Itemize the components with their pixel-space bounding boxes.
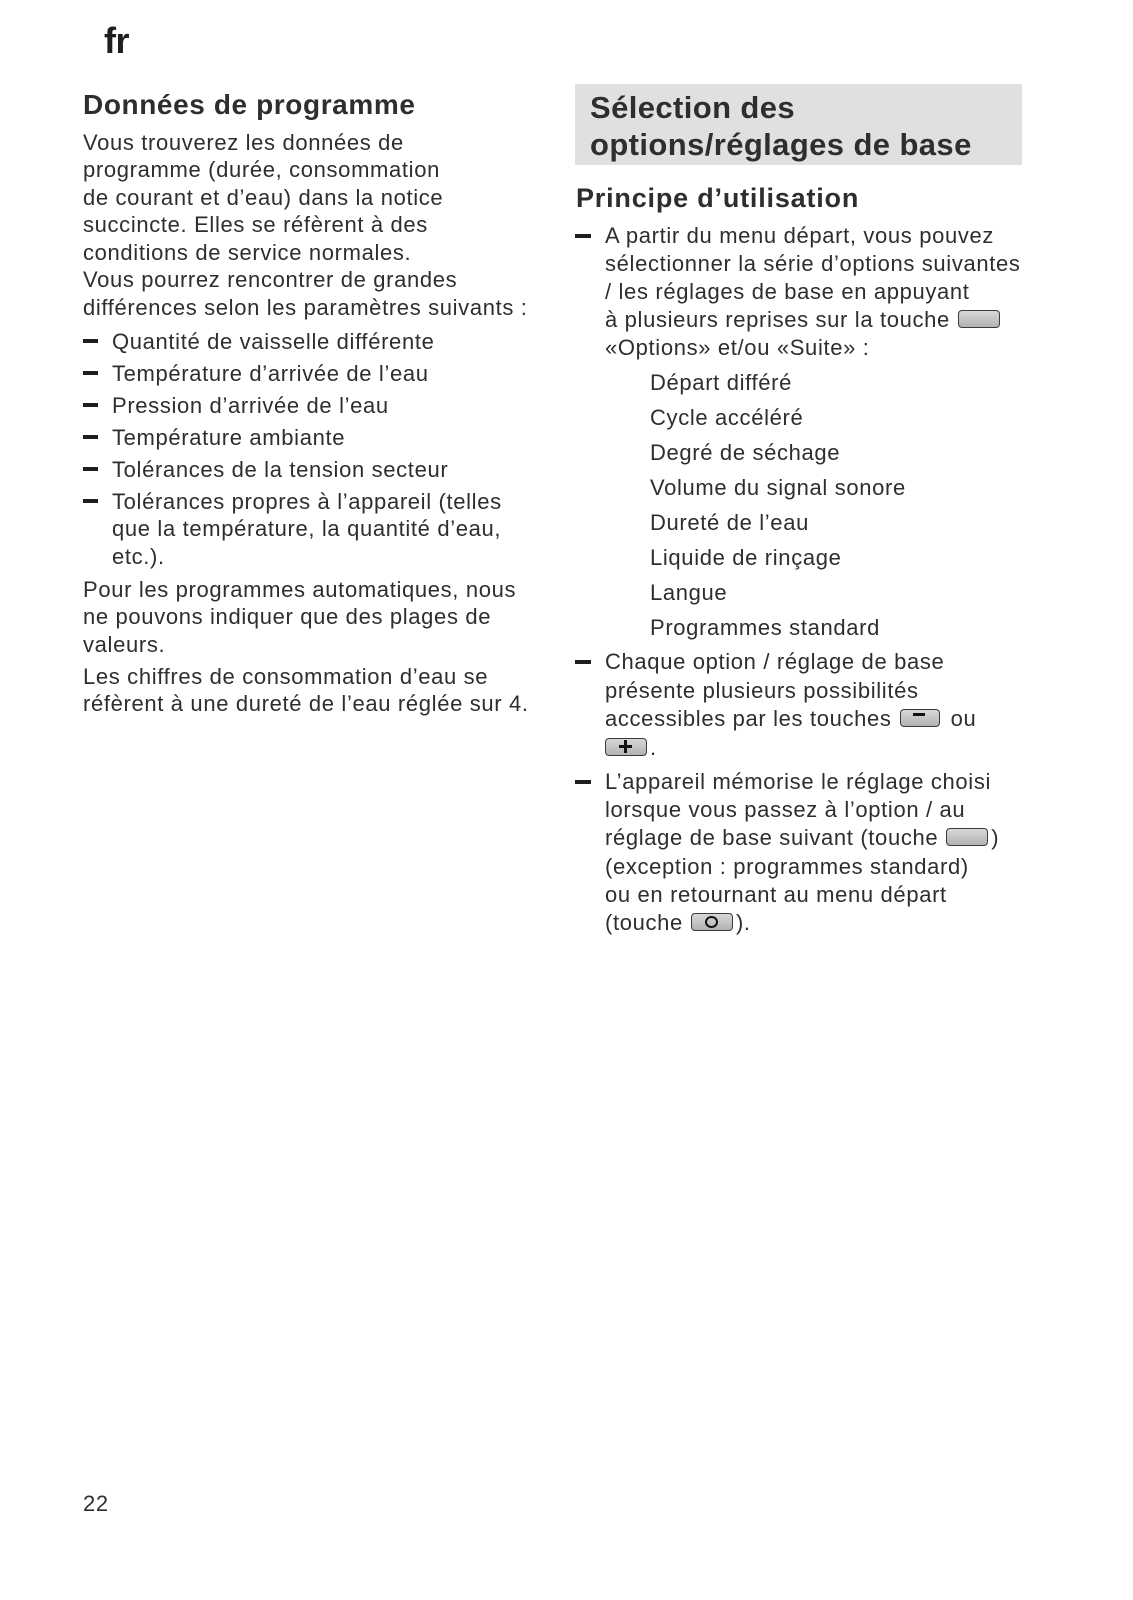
text-line: Les chiffres de consommation d’eau se <box>83 663 489 689</box>
subheading: Principe d’utilisation <box>576 183 860 213</box>
bullet-dash <box>575 780 591 784</box>
text-line: différences selon les paramètres suivants : <box>83 294 528 320</box>
option-item: Liquide de rinçage <box>650 545 842 570</box>
text-line: Vous trouverez les données de <box>83 129 404 155</box>
text-line: L’appareil mémorise le réglage choisi <box>605 769 992 794</box>
text-line: Chaque option / réglage de base <box>605 649 945 674</box>
text-segment: accessibles par les touches <box>605 706 892 731</box>
language-tag: fr <box>104 20 129 61</box>
options-list <box>650 365 906 645</box>
text-segment: (touche <box>605 910 683 936</box>
text-line: Pour les programmes automatiques, nous <box>83 576 517 602</box>
factor-item <box>83 488 502 571</box>
text-line: Tolérances propres à l’appareil (telles <box>112 488 502 514</box>
factor-item <box>83 392 502 420</box>
text-line <box>605 909 999 937</box>
plus-key-icon <box>605 738 647 756</box>
option-item: Dureté de l’eau <box>650 510 809 535</box>
automatic-programs-paragraph <box>83 576 516 659</box>
text-line: de courant et d’eau) dans la notice <box>83 184 444 210</box>
option-item: Degré de séchage <box>650 440 841 465</box>
circle-glyph <box>705 916 718 928</box>
text-line <box>605 824 999 852</box>
factor-item <box>83 328 502 356</box>
text-line: lorsque vous passez à l’option / au <box>605 797 966 823</box>
menu-key-icon <box>691 913 733 931</box>
text-line: présente plusieurs possibilités <box>605 677 919 703</box>
bullet-dash <box>83 371 98 375</box>
section-banner <box>575 84 1022 165</box>
text-line: que la température, la quantité d’eau, <box>112 516 502 541</box>
text-segment: ou <box>950 706 977 731</box>
banner-title-line: options/réglages de base <box>590 127 972 162</box>
factor-item <box>83 456 502 484</box>
text-line: (exception : programmes standard) <box>605 853 969 879</box>
page-number: 22 <box>83 1490 109 1516</box>
options-key-icon <box>958 310 1000 328</box>
text-line: succincte. Elles se réfèrent à des <box>83 212 428 237</box>
bullet-dash <box>83 435 98 439</box>
text-segment: ) <box>991 825 1000 851</box>
factor-list <box>83 328 502 575</box>
text-line: réfèrent à une dureté de l’eau réglée sur 4. <box>83 691 529 716</box>
factor-item <box>83 424 502 452</box>
options-column <box>575 0 1035 1600</box>
text-line: Température ambiante <box>112 424 346 450</box>
option-item: Cycle accéléré <box>650 405 804 430</box>
program-data-column <box>83 0 553 1600</box>
text-line: sélectionner la série d’options suivantes <box>605 251 1021 276</box>
text-line: ou en retournant au menu départ <box>605 881 947 907</box>
banner-title-line: Sélection des <box>590 90 796 125</box>
bullet-dash <box>575 234 591 238</box>
bullet-dash <box>83 499 98 503</box>
bullet-dash <box>83 403 98 407</box>
minus-glyph <box>913 713 925 716</box>
text-segment: réglage de base suivant (touche <box>605 825 939 851</box>
text-segment: . <box>650 734 657 760</box>
plus-glyph-vertical <box>624 740 627 753</box>
text-line: «Options» et/ou «Suite» : <box>605 335 870 360</box>
text-line: valeurs. <box>83 631 166 657</box>
bullet-dash <box>83 467 98 471</box>
text-line: A partir du menu départ, vous pouvez <box>605 223 995 248</box>
text-line: programme (durée, consommation <box>83 157 440 182</box>
step-item <box>575 648 976 762</box>
text-line: Tolérances de la tension secteur <box>112 456 449 482</box>
text-line: etc.). <box>112 543 165 569</box>
text-line: ne pouvons indiquer que des plages de <box>83 604 492 629</box>
text-line: Pression d’arrivée de l’eau <box>112 392 389 418</box>
options-key-icon <box>946 828 988 846</box>
option-item: Programmes standard <box>650 615 880 640</box>
text-segment: à plusieurs reprises sur la touche <box>605 307 950 332</box>
bullet-dash <box>83 339 98 343</box>
text-line: Quantité de vaisselle différente <box>112 328 435 354</box>
intro-paragraph <box>83 129 528 322</box>
water-consumption-paragraph <box>83 663 529 718</box>
minus-key-icon <box>900 709 940 727</box>
text-line <box>605 705 976 734</box>
step-item <box>575 222 1021 362</box>
text-line <box>605 306 1021 334</box>
step-item <box>575 768 999 937</box>
text-line: / les réglages de base en appuyant <box>605 279 970 304</box>
option-item: Langue <box>650 580 728 605</box>
factor-item <box>83 360 502 388</box>
option-item: Départ différé <box>650 370 792 395</box>
text-line: conditions de service normales. <box>83 239 412 265</box>
text-line: Vous pourrez rencontrer de grandes <box>83 267 458 292</box>
bullet-dash <box>575 660 591 664</box>
text-line: Température d’arrivée de l’eau <box>112 360 429 386</box>
section-heading: Données de programme <box>83 89 416 120</box>
option-item: Volume du signal sonore <box>650 475 906 500</box>
text-segment: ). <box>735 910 751 936</box>
text-line <box>605 734 976 763</box>
